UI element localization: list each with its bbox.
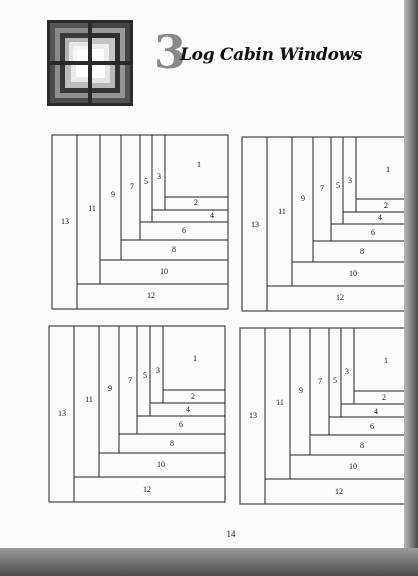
label-13: 13 bbox=[251, 219, 259, 229]
label-4: 4 bbox=[210, 210, 214, 220]
label-3: 3 bbox=[156, 365, 160, 375]
label-8: 8 bbox=[360, 440, 364, 450]
label-7: 7 bbox=[128, 375, 132, 385]
log-cabin-quilt-thumbnail bbox=[47, 20, 133, 106]
label-13: 13 bbox=[61, 216, 69, 226]
label-7: 7 bbox=[130, 181, 134, 191]
label-1: 1 bbox=[193, 353, 197, 363]
label-6: 6 bbox=[371, 227, 375, 237]
page-edge-shadow-bottom bbox=[0, 548, 418, 576]
log-cabin-block-bottom-left bbox=[49, 326, 225, 502]
label-10: 10 bbox=[349, 268, 357, 278]
label-12: 12 bbox=[336, 292, 344, 302]
label-5: 5 bbox=[336, 180, 340, 190]
label-11: 11 bbox=[278, 206, 286, 216]
log-cabin-block-top-left bbox=[52, 135, 228, 309]
label-3: 3 bbox=[345, 366, 349, 376]
label-3: 3 bbox=[157, 171, 161, 181]
label-10: 10 bbox=[160, 266, 168, 276]
label-12: 12 bbox=[143, 484, 151, 494]
label-6: 6 bbox=[179, 419, 183, 429]
page-title: Log Cabin Windows bbox=[180, 45, 363, 65]
label-13: 13 bbox=[249, 410, 257, 420]
label-1: 1 bbox=[197, 159, 201, 169]
label-7: 7 bbox=[320, 183, 324, 193]
label-11: 11 bbox=[85, 394, 93, 404]
label-5: 5 bbox=[144, 176, 148, 186]
label-12: 12 bbox=[147, 290, 155, 300]
label-3: 3 bbox=[348, 175, 352, 185]
label-2: 2 bbox=[382, 392, 386, 402]
label-1: 1 bbox=[386, 164, 390, 174]
label-4: 4 bbox=[186, 404, 190, 414]
quilt-thumbnail-graphic bbox=[47, 20, 133, 106]
log-3 bbox=[150, 326, 163, 403]
block-border bbox=[240, 328, 416, 504]
label-12: 12 bbox=[335, 486, 343, 496]
log-5 bbox=[329, 328, 341, 417]
label-2: 2 bbox=[194, 197, 198, 207]
label-5: 5 bbox=[333, 375, 337, 385]
label-2: 2 bbox=[191, 391, 195, 401]
label-4: 4 bbox=[378, 212, 382, 222]
label-2: 2 bbox=[384, 200, 388, 210]
label-10: 10 bbox=[157, 459, 165, 469]
log-cabin-block-top-right bbox=[242, 137, 418, 311]
label-9: 9 bbox=[301, 193, 305, 203]
page-edge-shadow-right bbox=[404, 0, 418, 548]
log-8 bbox=[313, 241, 418, 262]
label-6: 6 bbox=[182, 225, 186, 235]
label-10: 10 bbox=[349, 461, 357, 471]
label-6: 6 bbox=[370, 421, 374, 431]
label-7: 7 bbox=[318, 376, 322, 386]
label-11: 11 bbox=[276, 397, 284, 407]
label-1: 1 bbox=[384, 355, 388, 365]
label-4: 4 bbox=[374, 406, 378, 416]
page-number: 14 bbox=[226, 529, 236, 539]
log-cabin-block-bottom-right bbox=[240, 328, 416, 504]
chapter-number: 3 bbox=[154, 25, 187, 79]
log-3 bbox=[343, 137, 356, 212]
label-9: 9 bbox=[299, 385, 303, 395]
label-13: 13 bbox=[58, 408, 66, 418]
label-8: 8 bbox=[170, 438, 174, 448]
log-4 bbox=[152, 210, 228, 222]
label-9: 9 bbox=[108, 383, 112, 393]
label-11: 11 bbox=[88, 203, 96, 213]
label-8: 8 bbox=[172, 244, 176, 254]
label-5: 5 bbox=[143, 370, 147, 380]
label-8: 8 bbox=[360, 246, 364, 256]
label-9: 9 bbox=[111, 189, 115, 199]
